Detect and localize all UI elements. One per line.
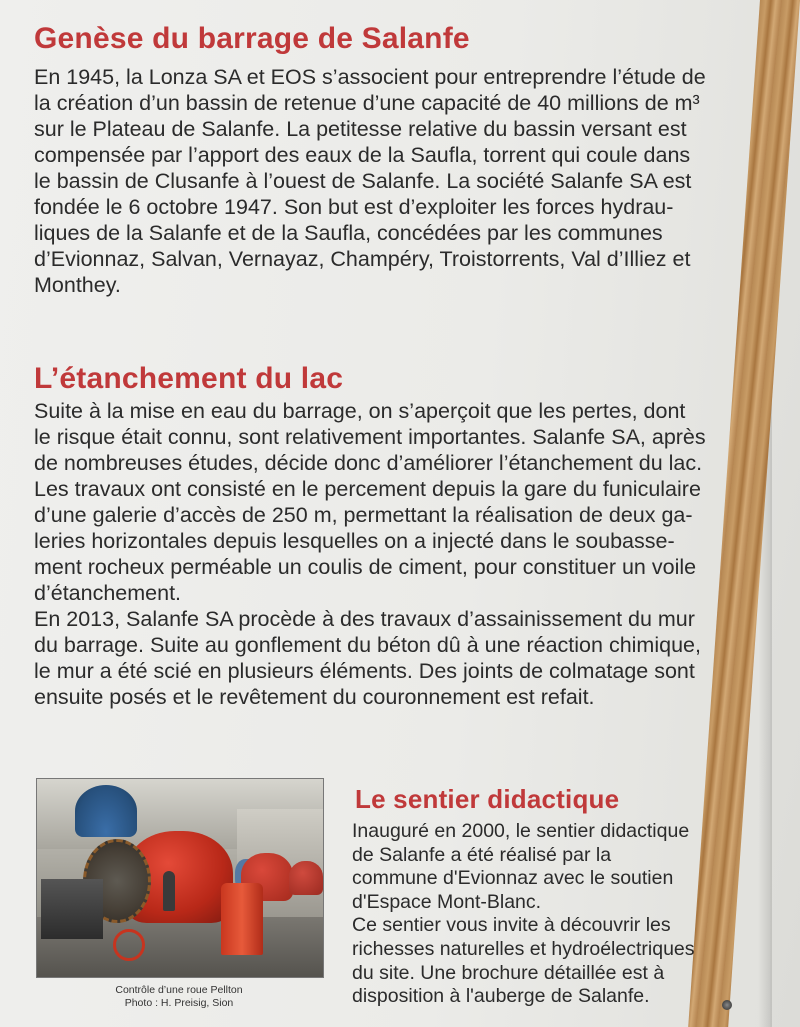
section-title-genese: Genèse du barrage de Salanfe xyxy=(34,22,470,55)
section-body-sentier xyxy=(352,820,742,1009)
text-line: de nombreuses études, décide donc d’améliorer l’étanchement du lac. xyxy=(34,451,703,475)
section-body-genese xyxy=(34,64,780,298)
caption-credit: Photo : H. Preisig, Sion xyxy=(124,997,234,1009)
text-line: Les travaux ont consisté en le percement depuis la gare du funiculaire xyxy=(34,477,701,501)
text-line: d’Evionnaz, Salvan, Vernayaz, Champéry, Troistorrents, Val d’Illiez et xyxy=(34,247,691,271)
text-line: Monthey. xyxy=(34,273,121,297)
blue-cover xyxy=(75,785,137,837)
text-line: Inauguré en 2000, le sentier didactique xyxy=(352,820,690,842)
text-line: leries horizontales depuis lesquelles on a injecté dans le soubasse- xyxy=(34,529,675,553)
text-line: disposition à l'auberge de Salanfe. xyxy=(352,985,650,1008)
text-line: sur le Plateau de Salanfe. La petitesse relative du bassin versant est xyxy=(34,117,687,141)
text-line: compensée par l’apport des eaux de la Saufla, torrent qui coule dans xyxy=(34,143,691,167)
text-line: le bassin de Clusanfe à l’ouest de Salanfe. La société Salanfe SA est xyxy=(34,169,692,193)
text-line: le mur a été scié en plusieurs éléments. Des joints de colmatage sont xyxy=(34,659,695,683)
text-line: commune d'Evionnaz avec le soutien xyxy=(352,867,674,890)
turbine-hall-photo xyxy=(36,778,324,978)
machinery xyxy=(41,879,103,939)
text-line: la création d’un bassin de retenue d’une capacité de 40 millions de m³ xyxy=(34,91,700,115)
red-generator xyxy=(289,861,323,895)
text-line: d'Espace Mont-Blanc. xyxy=(352,890,542,913)
photo-caption xyxy=(36,984,322,1010)
section-body-etanchement xyxy=(34,398,774,710)
text-line: Suite à la mise en eau du barrage, on s’aperçoit que les pertes, dont xyxy=(34,399,686,423)
text-line: En 1945, la Lonza SA et EOS s’associent pour entreprendre l’étude de xyxy=(34,65,706,89)
text-line: de Salanfe a été réalisé par la xyxy=(352,843,612,866)
text-line: richesses naturelles et hydroélectriques xyxy=(352,937,695,960)
worker-figure xyxy=(163,871,175,911)
screw-icon xyxy=(722,1000,732,1010)
text-line: du barrage. Suite au gonflement du béton dû à une réaction chimique, xyxy=(34,633,701,657)
red-valve xyxy=(221,883,263,955)
text-line: du site. Une brochure détaillée est à xyxy=(352,961,665,984)
text-line: fondée le 6 octobre 1947. Son but est d’exploiter les forces hydrau- xyxy=(34,195,674,219)
text-line: Ce sentier vous invite à découvrir les xyxy=(352,914,671,937)
text-line: ensuite posés et le revêtement du couronnement est refait. xyxy=(34,685,595,709)
text-line: ment rocheux perméable un coulis de ciment, pour constituer un voile xyxy=(34,555,697,579)
caption-title: Contrôle d’une roue Pellton xyxy=(115,984,243,996)
text-line: d’étanchement. xyxy=(34,581,182,605)
text-line: le risque était connu, sont relativement importantes. Salanfe SA, après xyxy=(34,425,706,449)
text-line: d’une galerie d’accès de 250 m, permettant la réalisation de deux ga- xyxy=(34,503,693,527)
section-title-sentier: Le sentier didactique xyxy=(355,784,620,814)
section-title-etanchement: L’étanchement du lac xyxy=(34,362,344,395)
text-line: liques de la Salanfe et de la Saufla, concédées par les communes xyxy=(34,221,663,245)
text-line: En 2013, Salanfe SA procède à des travaux d’assainissement du mur xyxy=(34,607,695,631)
valve-handwheel xyxy=(113,929,145,961)
